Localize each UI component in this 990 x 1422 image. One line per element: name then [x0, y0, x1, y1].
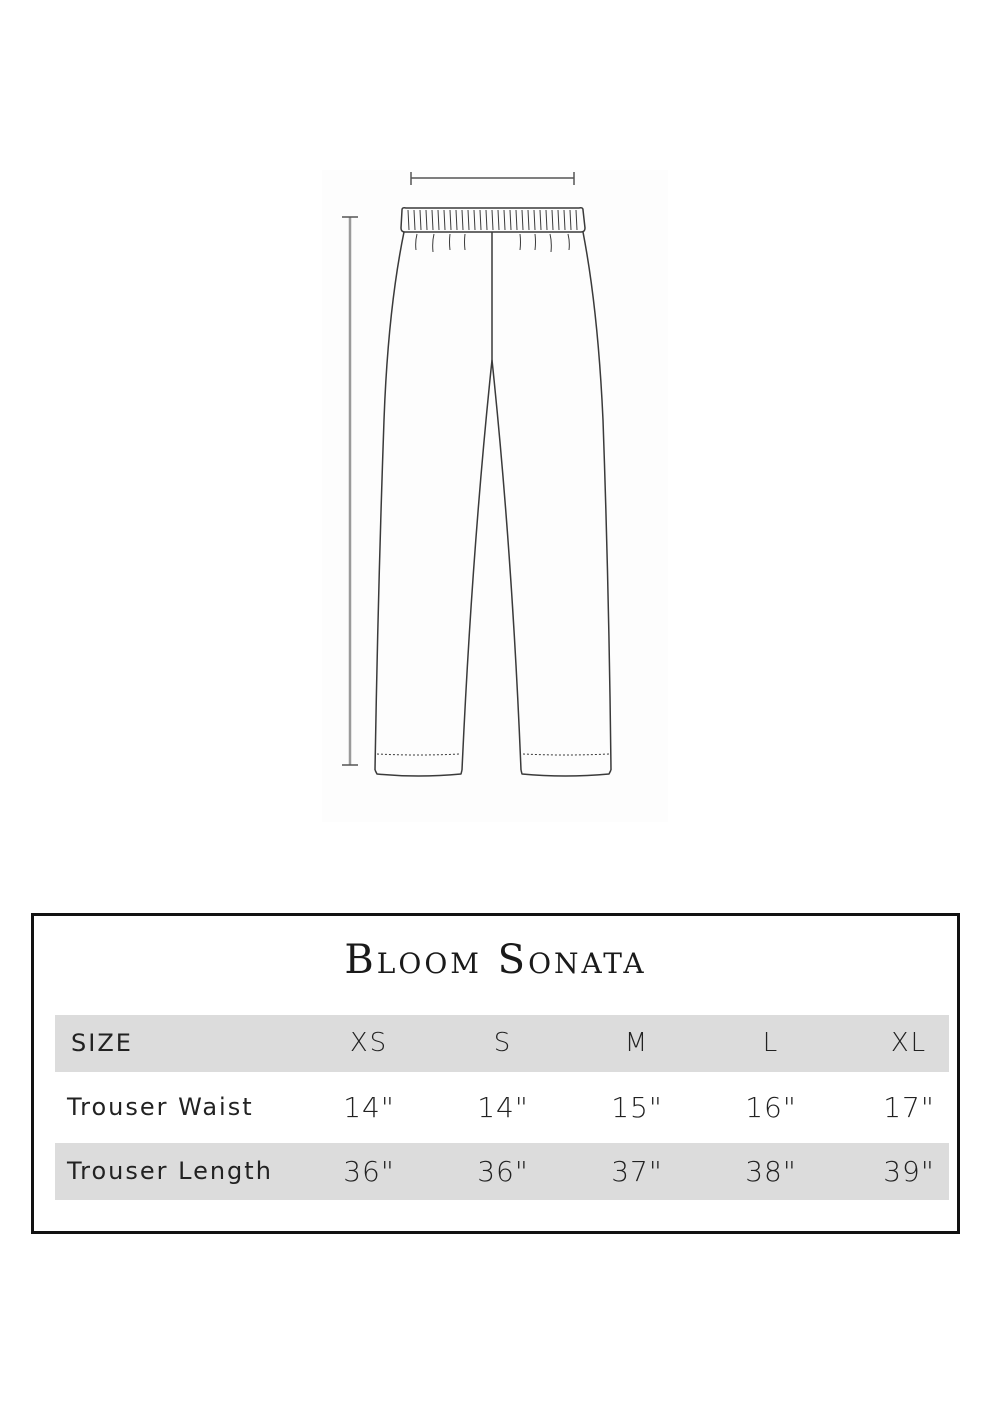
table-header-row — [55, 1015, 949, 1072]
header-size-xl: XL — [890, 1028, 928, 1058]
header-size-xs: XS — [349, 1028, 389, 1058]
trousers-diagram — [322, 170, 668, 822]
table-row — [55, 1143, 949, 1200]
trousers-outline-icon — [375, 208, 611, 776]
header-size-l: L — [762, 1028, 780, 1058]
waist-l: 16" — [745, 1091, 797, 1124]
size-table — [55, 1015, 949, 1207]
header-size-s: S — [493, 1028, 513, 1058]
header-size-m: M — [624, 1028, 650, 1058]
length-xl: 39" — [883, 1155, 935, 1188]
length-s: 36" — [477, 1155, 529, 1188]
length-l: 38" — [745, 1155, 797, 1188]
row-label-waist: Trouser Waist — [67, 1093, 254, 1121]
waist-m: 15" — [611, 1091, 663, 1124]
table-row — [55, 1079, 949, 1136]
waist-xs: 14" — [343, 1091, 395, 1124]
header-size-label: SIZE — [71, 1029, 133, 1057]
chart-title: Bloom Sonata — [344, 937, 647, 983]
size-chart — [31, 913, 960, 1234]
waist-xl: 17" — [883, 1091, 935, 1124]
length-measure-icon — [342, 217, 358, 765]
trousers-flat-sketch-icon — [322, 170, 668, 822]
waist-s: 14" — [477, 1091, 529, 1124]
waist-measure-icon — [411, 172, 574, 185]
length-m: 37" — [611, 1155, 663, 1188]
row-label-length: Trouser Length — [67, 1157, 273, 1185]
length-xs: 36" — [343, 1155, 395, 1188]
